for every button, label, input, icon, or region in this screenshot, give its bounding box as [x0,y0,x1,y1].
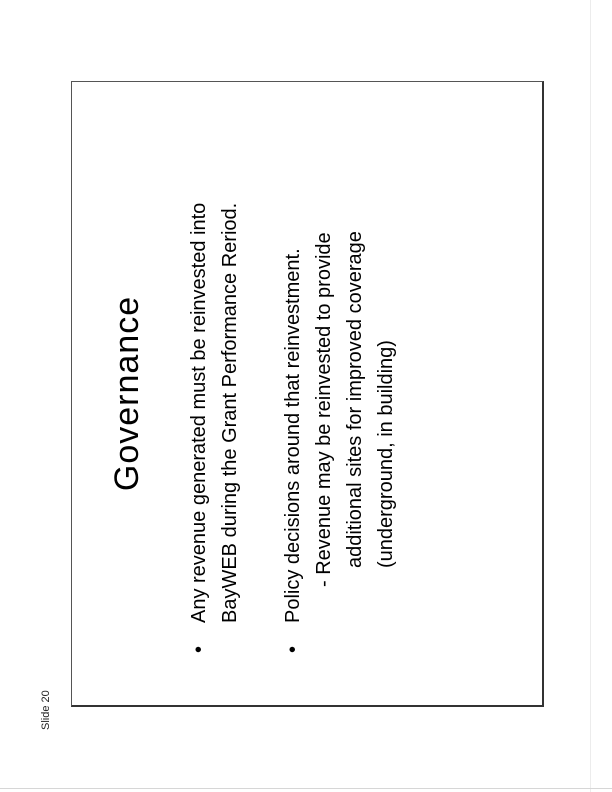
slide-number-label: Slide 20 [40,690,52,730]
page-edge-rule [590,0,591,792]
slide-frame [71,81,544,707]
sub-bullet-line: additional sites for improved coverage [344,231,366,568]
bullet-item-policy [278,93,402,653]
slide-title: Governance [108,295,146,492]
slide-content [72,82,542,705]
bullet-line: Any revenue generated must be reinvested into [188,202,210,623]
sub-bullet [309,93,402,623]
bullet-dot-icon: • [282,645,304,653]
bullet-list [184,93,402,653]
page-bottom-rule [0,788,612,789]
bullet-line: Policy decisions around that reinvestment. [282,248,304,623]
bullet-dot-icon: • [188,645,210,653]
sub-bullet-line: - Revenue may be reinvested to provide [313,232,335,587]
sub-bullet-line: (underground, in building) [375,340,397,568]
bullet-item-revenue [184,93,246,653]
bullet-line: BayWEB during the Grant Performance Reriod. [219,202,241,623]
